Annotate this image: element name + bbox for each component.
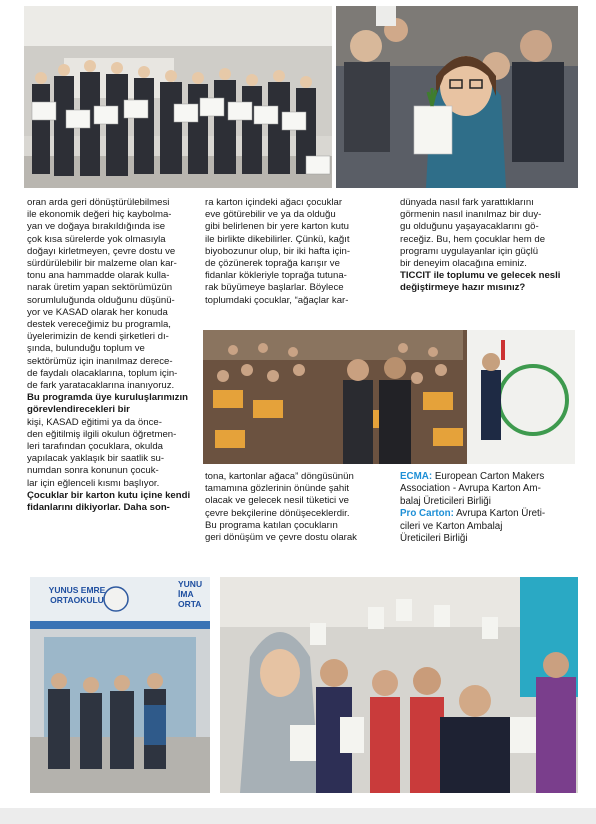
text-line: lar için eğlenceli kısmı başlıyor. bbox=[27, 477, 160, 489]
article-column-1 bbox=[27, 197, 199, 514]
school-sign-line-5: ORTA bbox=[178, 599, 202, 609]
text-line: narak üretim yapan sektörümüzün bbox=[27, 282, 173, 294]
text-line: de çözünerek toprağa karışır ve bbox=[205, 258, 340, 270]
photo-children-with-carton-boxes-image bbox=[220, 577, 578, 793]
photo-auditorium-students-image bbox=[203, 330, 575, 464]
photo-certificate-group-image bbox=[24, 6, 332, 188]
text-line: sorumluluğunda olduğunu düşünü- bbox=[27, 294, 175, 306]
photo-school-entrance bbox=[30, 577, 210, 793]
text-line: yan ve doğaya bırakıldığında ise bbox=[27, 221, 166, 233]
text-line: yapılacak yaklaşık bir saatlik su- bbox=[27, 453, 165, 465]
text-line: yor ve KASAD olarak her konuda bbox=[27, 306, 168, 318]
photo-girl-with-seedling-image bbox=[336, 6, 578, 188]
text-line: kişi, KASAD eğitimi ya da önce- bbox=[27, 416, 162, 428]
text-line: den eğitilmiş ilgili okulun öğretmen- bbox=[27, 428, 177, 440]
text-line: gibi belirlenen bir yere karton kutu bbox=[205, 221, 349, 233]
text-line: oran arda geri dönüştürülebilmesi bbox=[27, 197, 170, 208]
text-line: geri dönüşüm ve çevre dostu olarak bbox=[205, 532, 357, 544]
article-column-3-top bbox=[400, 197, 580, 295]
photo-certificate-group bbox=[24, 6, 332, 188]
text-line: Bu programda üye kuruluşlarımızın bbox=[27, 392, 188, 404]
text-line: fidanlarını dikiyorlar. Daha son- bbox=[27, 502, 170, 514]
page-bottom-strip bbox=[0, 808, 596, 824]
photo-auditorium-students bbox=[203, 330, 575, 464]
text-line: üyelerimizin de kendi şirketleri dı- bbox=[27, 331, 169, 343]
text-line: tona, kartonlar ağaca” döngüsünün bbox=[205, 471, 354, 482]
school-sign-line-3: YUNU bbox=[178, 579, 203, 589]
text-line: gu olduğunu yaşayacaklarını gö- bbox=[400, 221, 539, 233]
text-line: olacak ve gelecek nesil tüketici ve bbox=[205, 495, 349, 507]
text-line: çok kısa sürelerde yok olmasıyla bbox=[27, 233, 166, 245]
school-sign-right bbox=[178, 579, 210, 609]
text-line: de fark yaratacaklarına inanıyoruz. bbox=[27, 380, 175, 392]
text-line: fidanlar kökleriyle toprağa tutuna- bbox=[205, 270, 347, 282]
text-line: destek vereceğimiz bu programla, bbox=[27, 319, 171, 331]
legend-ecma-def-1: European Carton Makers bbox=[432, 471, 545, 482]
abbreviation-legend bbox=[400, 471, 580, 545]
text-line: şında, bulunduğu toplum ve bbox=[27, 343, 145, 355]
text-line: leri tarafından çocuklara, okulda bbox=[27, 441, 163, 453]
text-line: programı uygulayanlar için güçlü bbox=[400, 245, 539, 257]
legend-ecma-def-3: balaj Üreticileri Birliği bbox=[400, 495, 491, 507]
school-sign-left bbox=[42, 585, 112, 605]
text-line: biyobozunur olup, bir iki hafta için- bbox=[205, 245, 351, 257]
text-line: doğayı kirletmeyen, çevre dostu ve bbox=[27, 245, 176, 257]
legend-pro-carton-def-2: cileri ve Karton Ambalaj bbox=[400, 520, 503, 532]
text-line: tamamına gözlerinin önünde şahit bbox=[205, 483, 349, 495]
text-line: tonu ana hammadde olarak kulla- bbox=[27, 270, 170, 282]
text-line: numdan sonra konunun çocuk- bbox=[27, 465, 159, 477]
text-line: görmenin nasıl inanılmaz bir duy- bbox=[400, 209, 542, 221]
photo-girl-with-seedling bbox=[336, 6, 578, 188]
text-line: rak büyümeye başlarlar. Böylece bbox=[205, 282, 344, 294]
text-line: değiştirmeye hazır mısınız? bbox=[400, 282, 526, 294]
legend-pro-carton-term: Pro Carton: bbox=[400, 508, 454, 520]
text-line: receğiz. Bu, hem çocuklar hem de bbox=[400, 233, 546, 245]
text-line: ile birlikte dikebilirler. Çünkü, kağıt bbox=[205, 233, 350, 245]
text-line: ile ekonomik değeri hiç kaybolma- bbox=[27, 209, 172, 221]
legend-ecma-def-2: Association - Avrupa Karton Am- bbox=[400, 483, 541, 495]
legend-pro-carton-def-1: Avrupa Karton Üreti- bbox=[453, 508, 546, 520]
article-column-2-bottom bbox=[205, 471, 391, 544]
text-line: de faydalı olacaklarına, toplum için- bbox=[27, 367, 178, 379]
text-line: görevlendirecekleri bir bbox=[27, 404, 130, 416]
text-line: eve götürebilir ve ya da olduğu bbox=[205, 209, 336, 221]
text-line: Bu programa katılan çocukların bbox=[205, 519, 338, 531]
text-line: TICCIT ile toplumu ve gelecek nesli bbox=[400, 270, 561, 282]
text-line: sürdürülebilir bir malzeme olan kar- bbox=[27, 258, 177, 270]
legend-pro-carton bbox=[400, 508, 580, 545]
legend-pro-carton-def-3: Üreticileri Birliği bbox=[400, 533, 468, 545]
text-line: sektörümüz için inanılmaz derece- bbox=[27, 355, 173, 367]
legend-ecma bbox=[400, 471, 580, 508]
legend-ecma-term: ECMA: bbox=[400, 471, 433, 482]
text-line: bir deneyim olacağına eminiz. bbox=[400, 258, 527, 270]
text-line: ra karton içindeki ağacı çocuklar bbox=[205, 197, 343, 208]
article-column-2-top bbox=[205, 197, 391, 307]
text-line: çevre bekçilerine dönüşeceklerdir. bbox=[205, 507, 350, 519]
school-sign-line-4: İMA bbox=[178, 589, 194, 599]
school-sign-line-1: YUNUS EMRE bbox=[48, 585, 106, 595]
text-line: toplumdaki çocuklar, “ağaçlar kar- bbox=[205, 294, 349, 306]
photo-school-entrance-image bbox=[30, 577, 210, 793]
photo-children-with-carton-boxes bbox=[220, 577, 578, 793]
text-line: Çocuklar bir karton kutu içine kendi bbox=[27, 489, 191, 501]
school-sign-line-2: ORTAOKULU bbox=[50, 595, 104, 605]
text-line: dünyada nasıl fark yarattıklarını bbox=[400, 197, 534, 208]
